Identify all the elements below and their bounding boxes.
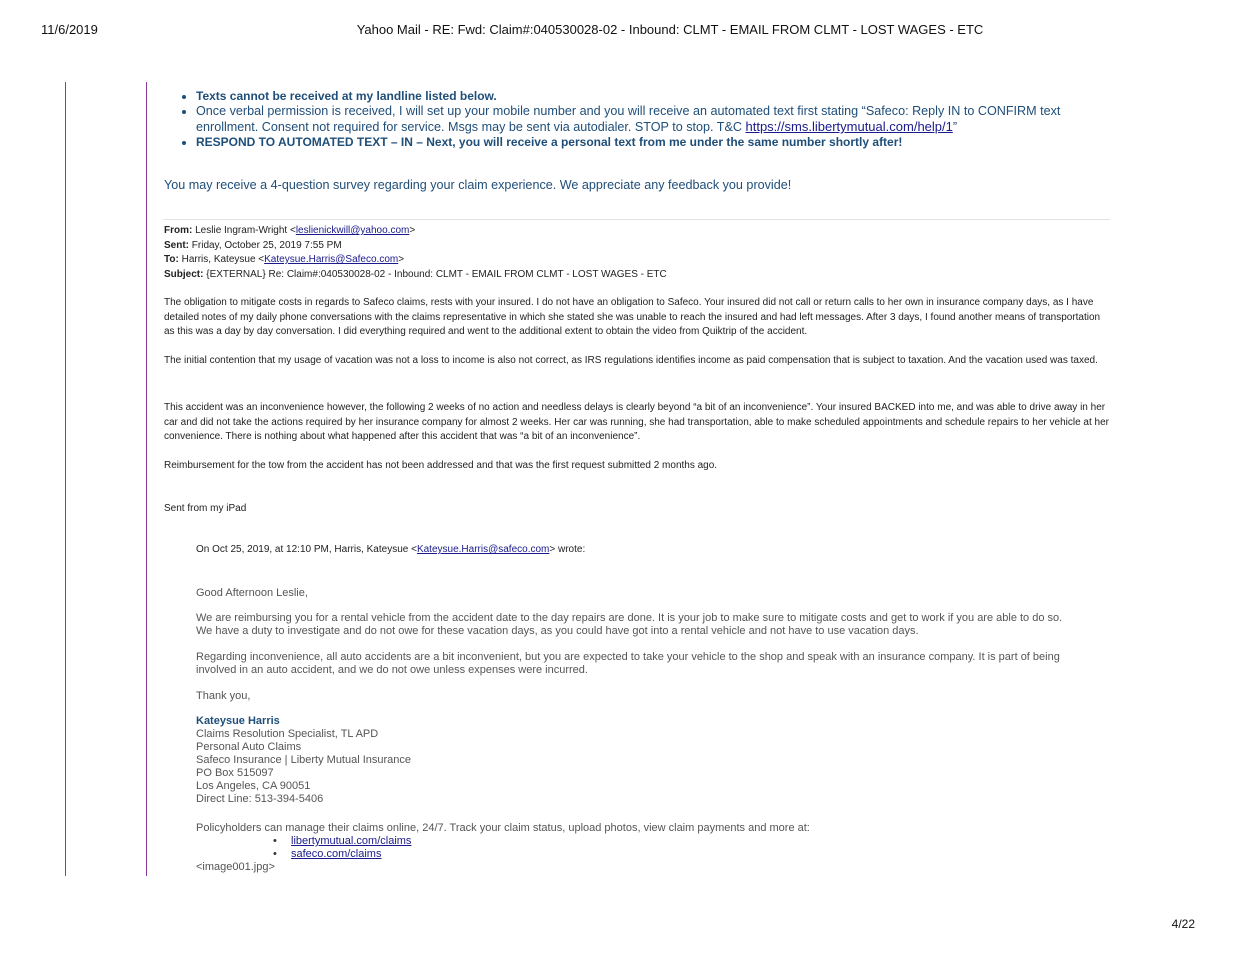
body-paragraph: The initial contention that my usage of vacation was not a loss to income is also not correct, as IRS regulations identifies income as paid compensation that is subject to taxation. And the vacation used was taxed. xyxy=(164,355,1098,366)
sms-help-link[interactable]: https://sms.libertymutual.com/help/1 xyxy=(745,119,953,134)
page-title: Yahoo Mail - RE: Fwd: Claim#:040530028-02 - Inbound: CLMT - EMAIL FROM CLMT - LOST WAGES - ETC xyxy=(356,22,984,37)
list-item xyxy=(273,848,411,861)
signature-name: Kateysue Harris xyxy=(196,715,280,727)
quote-rule-inner xyxy=(146,82,147,876)
from-name: Leslie Ingram-Wright < xyxy=(192,225,296,236)
from-label: From: xyxy=(164,225,193,236)
from-email-link[interactable]: leslienickwill@yahoo.com xyxy=(295,225,410,236)
quote-email-link[interactable]: Kateysue.Harris@safeco.com xyxy=(416,544,550,555)
signature-block xyxy=(196,715,411,806)
subject-label: Subject: xyxy=(164,268,204,280)
to-name: Harris, Kateysue < xyxy=(178,254,265,265)
image-attachment-ref: <image001.jpg> xyxy=(196,861,275,873)
survey-note: You may receive a 4-question survey regarding your claim experience. We appreciate any feedback you provide! xyxy=(164,178,792,192)
from-row xyxy=(164,224,667,239)
claims-links xyxy=(273,835,411,860)
list-item xyxy=(273,835,411,848)
from-close: > xyxy=(409,225,416,236)
print-date: 11/6/2019 xyxy=(41,22,98,37)
to-row xyxy=(164,253,667,268)
list-item: • Texts cannot be received at my landline listed below. xyxy=(196,89,1126,104)
list-item: • RESPOND TO AUTOMATED TEXT – IN – Next, you will receive a personal text from me under the same number shortly after! xyxy=(196,135,1126,150)
quote-paragraph: We are reimbursing you for a rental vehicle from the accident date to the day repairs are done. It is your job to make sure to mitigate costs and get to work if you are able to do so. We have a duty to investigate and do not owe for these vacation days, as you could have got into a rental vehicle and not have to use vacation days. xyxy=(196,612,1063,637)
sent-label: Sent: xyxy=(164,239,189,251)
quote-rule-outer xyxy=(65,82,66,876)
instruction-list xyxy=(178,89,1126,150)
quote-header-pre: On Oct 25, 2019, at 12:10 PM, Harris, Kateysue < xyxy=(196,544,417,555)
to-email-link[interactable]: Kateysue.Harris@Safeco.com xyxy=(264,254,399,265)
policy-note: Policyholders can manage their claims online, 24/7. Track your claim status, upload photos, view claim payments and more at: xyxy=(196,822,810,834)
sent-from-device: Sent from my iPad xyxy=(164,503,247,514)
libertymutual-claims-link[interactable]: libertymutual.com/claims xyxy=(291,835,412,847)
page-number: 4/22 xyxy=(1171,917,1195,931)
quote-thanks: Thank you, xyxy=(196,690,251,702)
body-paragraph: This accident was an inconvenience however, the following 2 weeks of no action and needless delays is clearly beyond “a bit of an inconvenience”. Your insured BACKED into me, and was able to drive away in her car and did not take the actions required by her insurance company for almost 2 weeks. Her car was running, she had transportation, able to make scheduled appointments and schedule repairs to her vehicle at her convenience. There is nothing about what happened after this accident that was “a bit of an inconvenience”. xyxy=(164,402,1109,443)
list-item-text-end: ” xyxy=(952,120,958,134)
signature-po: PO Box 515097 xyxy=(196,767,274,779)
subject-row xyxy=(164,268,667,283)
to-label: To: xyxy=(164,254,179,265)
sent-value: Friday, October 25, 2019 7:55 PM xyxy=(189,239,342,251)
sent-row xyxy=(164,239,667,254)
email-meta xyxy=(164,224,667,282)
subject-value: {EXTERNAL} Re: Claim#:040530028-02 - Inbound: CLMT - EMAIL FROM CLMT - LOST WAGES - ETC xyxy=(203,268,667,280)
list-item-text: Once verbal permission is received, I will set up your mobile number and you will receive an automated text first stating “Safeco: Reply IN to CONFIRM text enrollment. Consent not required for service. Msgs may be sent via autodialer. STOP to stop. T&C xyxy=(196,104,1061,134)
list-item xyxy=(196,104,1126,135)
safeco-claims-link[interactable]: safeco.com/claims xyxy=(291,847,382,860)
quote-greeting: Good Afternoon Leslie, xyxy=(196,587,308,599)
signature-phone: Direct Line: 513-394-5406 xyxy=(196,793,324,805)
signature-title: Claims Resolution Specialist, TL APD xyxy=(196,728,379,740)
signature-company: Safeco Insurance | Liberty Mutual Insurance xyxy=(196,754,412,766)
quote-header xyxy=(196,544,585,555)
quote-paragraph: Regarding inconvenience, all auto accidents are a bit inconvenient, but you are expected to take your vehicle to the shop and speak with an insurance company. It is part of being involved in an auto accident, and we do not owe unless expenses were incurred. xyxy=(196,651,1060,676)
divider xyxy=(163,219,1110,220)
signature-dept: Personal Auto Claims xyxy=(196,741,302,753)
signature-city: Los Angeles, CA 90051 xyxy=(196,780,311,792)
to-close: > xyxy=(398,254,405,265)
body-paragraph: Reimbursement for the tow from the accident has not been addressed and that was the first request submitted 2 months ago. xyxy=(164,460,718,471)
body-paragraph: The obligation to mitigate costs in regards to Safeco claims, rests with your insured. I do not have an obligation to Safeco. Your insured did not call or return calls to her own in insurance company days, as I have detailed notes of my daily phone conversations with the claims representative in which she stated she was unable to reach the insured and had left messages. After 3 days, I found another means of transportation as this was a day by day conversation. I did everything required and went to the additional extent to obtain the video from Quiktrip of the accident. xyxy=(164,297,1101,338)
quote-header-post: > wrote: xyxy=(549,544,586,555)
